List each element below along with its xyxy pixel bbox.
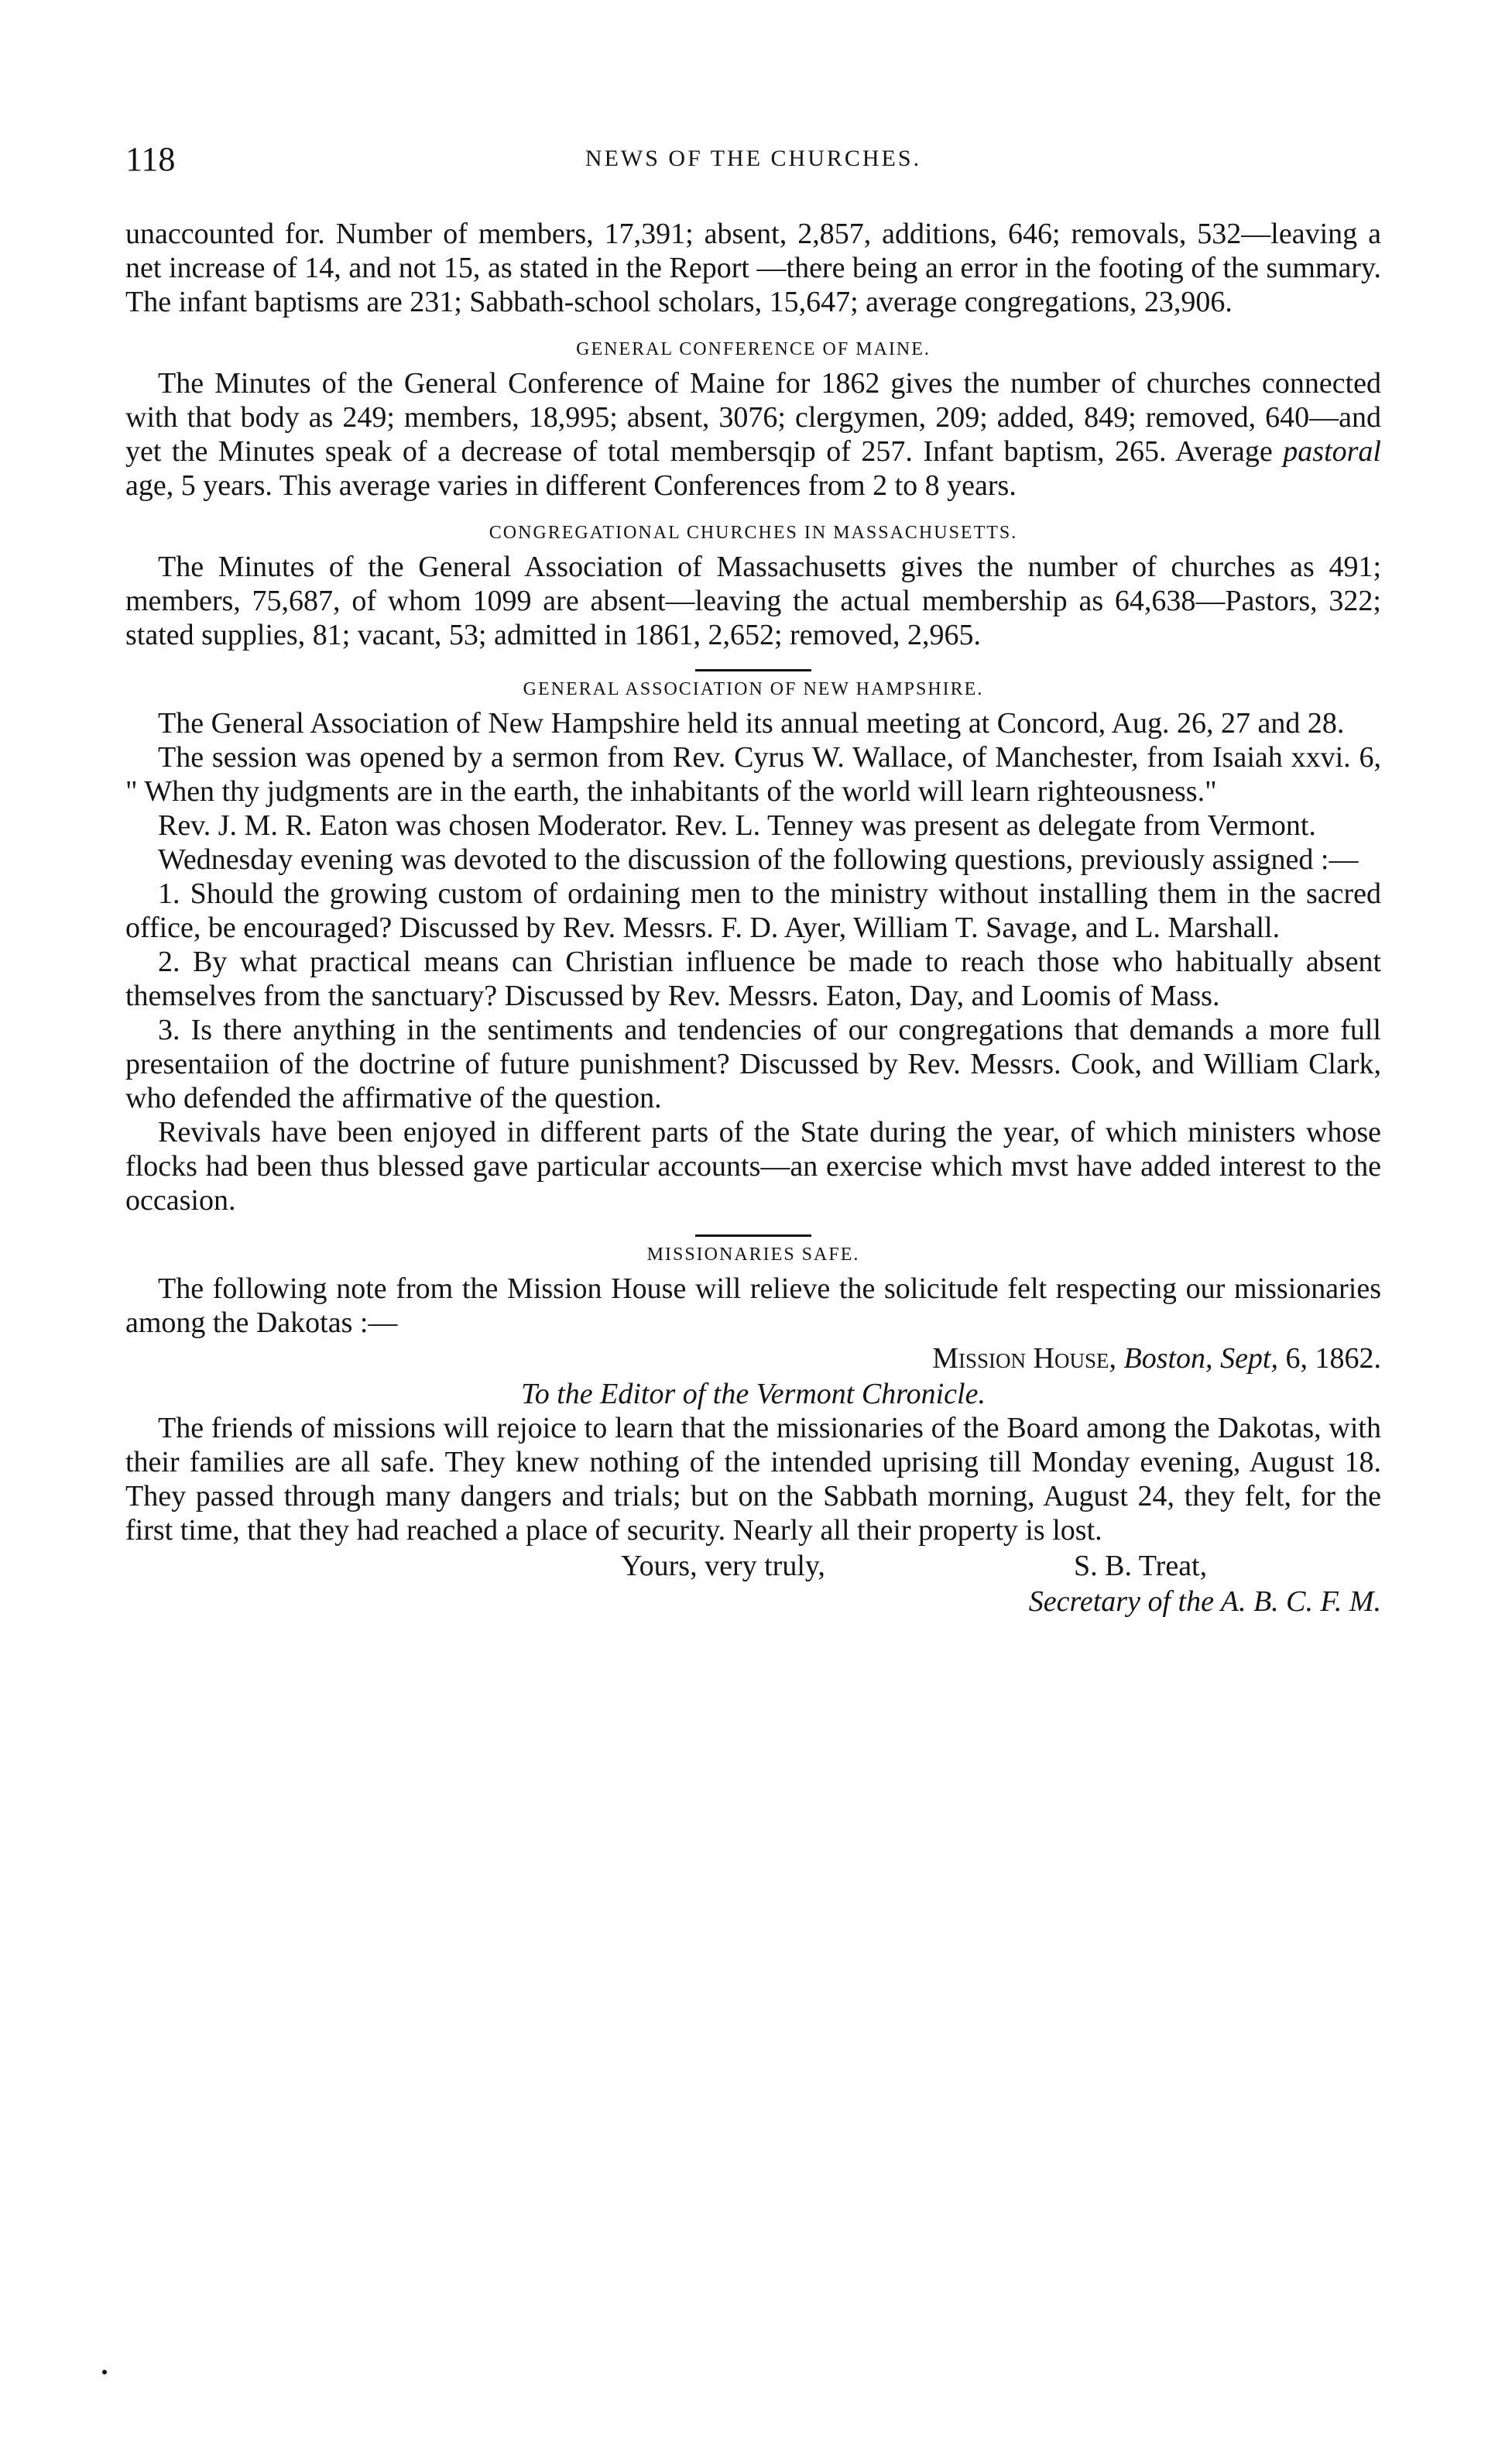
maine-paragraph <box>125 366 1381 503</box>
section-heading-missionaries: MISSIONARIES SAFE. <box>646 1245 860 1265</box>
signer-name: S. B. Treat, <box>1074 1550 1208 1582</box>
document-page <box>125 139 1381 1620</box>
dateline-rest: 6, 1862. <box>1278 1342 1381 1375</box>
letter-closing <box>125 1549 1381 1620</box>
section-divider <box>695 669 811 671</box>
running-head <box>125 139 1381 186</box>
print-mark <box>102 2370 107 2374</box>
nh-question-1: 1. Should the growing custom of ordaining men to the ministry without installing them in the sacred office, be encouraged? Discussed by Rev. Messrs. F. D. Ayer, William T. Savage, and L. Marshall. <box>125 877 1381 944</box>
section-heading-massachusetts: CONGREGATIONAL CHURCHES IN MASSACHUSETTS. <box>489 523 1018 543</box>
nh-paragraph-4: Wednesday evening was devoted to the discussion of the following questions, previously assigned :— <box>158 843 1359 876</box>
nh-question-3: 3. Is there anything in the sentiments and tendencies of our congregations that demands a more full presentaiion of the doctrine of future punishment? Discussed by Rev. Messrs. Cook, and William Clark, who defended the affirmative of the question. <box>125 1014 1381 1114</box>
dateline-month: Sept, <box>1220 1342 1278 1375</box>
massachusetts-paragraph: The Minutes of the General Association of Massachusetts gives the number of churches as 491; members, 75,687, of whom 1099 are absent—leaving the actual membership as 64,638—Pastors, 322; stated supplies, 81; vacant, 53; admitted in 1861, 2,652; removed, 2,965. <box>125 551 1381 651</box>
section-heading-maine: GENERAL CONFERENCE OF MAINE. <box>576 339 931 359</box>
nh-question-2: 2. By what practical means can Christian influence be made to reach those who habitually absent themselves from the sanctuary? Discussed by Rev. Messrs. Eaton, Day, and Loomis of Mass. <box>125 946 1381 1012</box>
letter-dateline <box>125 1341 1381 1375</box>
nh-paragraph-5: Revivals have been enjoyed in different parts of the State during the year, of which ministers whose flocks had been thus blessed gave particular accounts—an exercise which mvst have added interest to the occasion. <box>125 1116 1381 1217</box>
dateline-place: Mission House, <box>932 1342 1116 1375</box>
section-divider <box>695 1234 811 1237</box>
closing-phrase: Yours, very truly, <box>621 1550 825 1582</box>
maine-text-2: age, 5 years. This average varies in different Conferences from 2 to 8 years. <box>125 469 1017 502</box>
running-title: NEWS OF THE CHURCHES. <box>585 146 922 171</box>
intro-paragraph: unaccounted for. Number of members, 17,391; absent, 2,857, additions, 646; removals, 532—leaving a net increase of 14, and not 15, as stated in the Report —there being an error in the footing of the summary. The infant baptisms are 231; Sabbath-school scholars, 15,647; average congregations, 23,906. <box>125 218 1381 318</box>
page-number: 118 <box>125 140 176 178</box>
signer-title: Secretary of the A. B. C. F. M. <box>1028 1585 1381 1618</box>
section-heading-new-hampshire: GENERAL ASSOCIATION OF NEW HAMPSHIRE. <box>523 679 984 699</box>
letter-salutation: To the Editor of the Vermont Chronicle. <box>521 1378 986 1410</box>
maine-text-1: The Minutes of the General Conference of Maine for 1862 gives the number of churches connected with that body as 249; members, 18,995; absent, 3076; clergymen, 209; added, 849; removed, 640—and yet the Minutes speak of a decrease of total membersqip of 257. Infant baptism, 265. Average <box>125 367 1381 468</box>
nh-paragraph-1: The General Association of New Hampshire held its annual meeting at Concord, Aug. 26, 27 and 28. <box>158 707 1345 740</box>
missionaries-intro: The following note from the Mission House will relieve the solicitude felt respecting our missionaries among the Dakotas :— <box>125 1272 1381 1339</box>
nh-paragraph-3: Rev. J. M. R. Eaton was chosen Moderator. Rev. L. Tenney was present as delegate from Vermont. <box>158 809 1316 842</box>
maine-text-italic: pastoral <box>1283 435 1381 468</box>
dateline-city: Boston, <box>1123 1342 1213 1375</box>
letter-body: The friends of missions will rejoice to learn that the missionaries of the Board among the Dakotas, with their families are all safe. They knew nothing of the intended uprising till Monday evening, August 18. They passed through many dangers and trials; but on the Sabbath morning, August 24, they felt, for the first time, that they had reached a place of security. Nearly all their property is lost. <box>125 1412 1381 1547</box>
nh-paragraph-2: The session was opened by a sermon from Rev. Cyrus W. Wallace, of Manchester, from Isaiah xxvi. 6, " When thy judgments are in the earth, the inhabitants of the world will learn righteousness." <box>125 741 1381 808</box>
